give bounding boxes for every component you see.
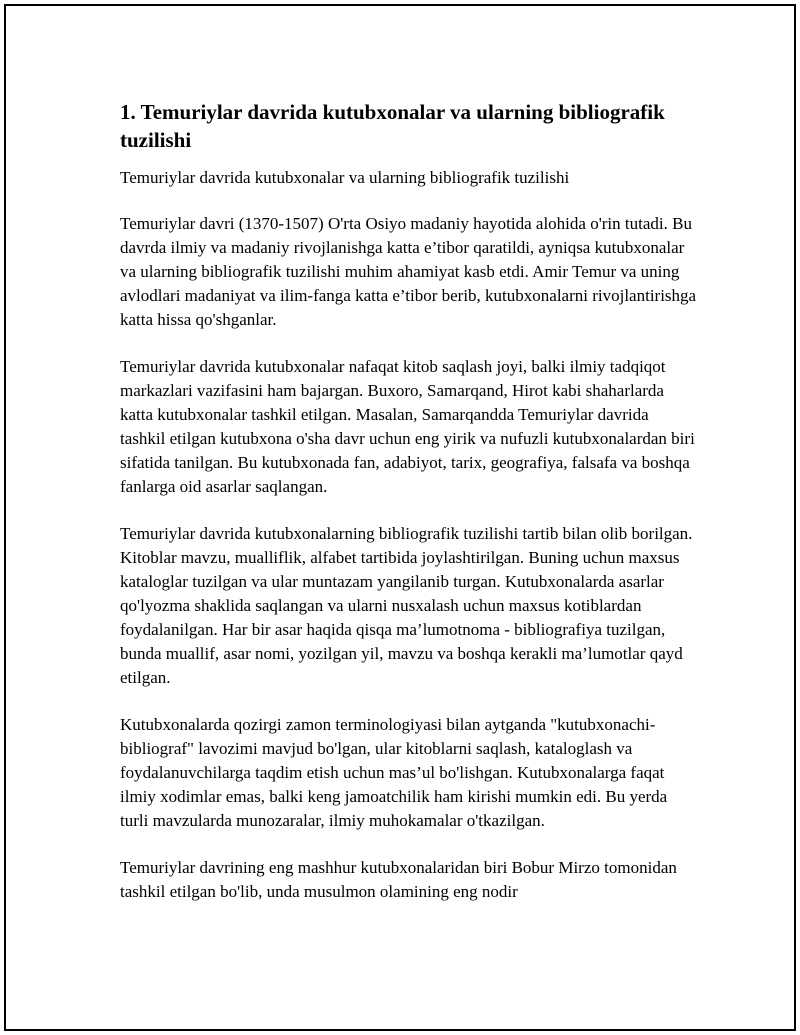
- page-frame: [4, 4, 796, 1031]
- document-body: [120, 98, 698, 927]
- paragraph-2: Temuriylar davrida kutubxonalar nafaqat kitob saqlash joyi, balki ilmiy tadqiqot markazlari vazifasini ham bajargan. Buxoro, Samarqand, Hirot kabi shaharlarda katta kutubxonalar tashkil etilgan. Masalan, Samarqandda Temuriylar davrida tashkil etilgan kutubxona o'sha davr uchun eng yirik va nufuzli kutubxonalardan biri sifatida tanilgan. Bu kutubxonada fan, adabiyot, tarix, geografiya, falsafa va boshqa fanlarga oid asarlar saqlangan.: [120, 357, 695, 496]
- paragraph-5: Temuriylar davrining eng mashhur kutubxonalaridan biri Bobur Mirzo tomonidan tashkil etilgan bo'lib, unda musulmon olamining eng nodir: [120, 858, 677, 901]
- paragraph-3: Temuriylar davrida kutubxonalarning bibliografik tuzilishi tartib bilan olib borilgan. Kitoblar mavzu, mualliflik, alfabet tartibida joylashtirilgan. Buning uchun maxsus kataloglar tuzilgan va ular muntazam yangilanib turgan. Kutubxonalarda asarlar qo'lyozma shaklida saqlangan va ularni nusxalash uchun maxsus kotiblardan foydalanilgan. Har bir asar haqida qisqa ma’lumotnoma - bibliografiya tuzilgan, bunda muallif, asar nomi, yozilgan yil, mavzu va boshqa kerakli ma’lumotlar qayd etilgan.: [120, 524, 693, 687]
- document-subtitle: Temuriylar davrida kutubxonalar va ularning bibliografik tuzilishi: [120, 168, 570, 187]
- paragraph-1: Temuriylar davri (1370-1507) O'rta Osiyo madaniy hayotida alohida o'rin tutadi. Bu davrda ilmiy va madaniy rivojlanishga katta e’tibor qaratildi, ayniqsa kutubxonalar va ularning bibliografik tuzilishi muhim ahamiyat kasb etdi. Amir Temur va uning avlodlari madaniyat va ilim-fanga katta e’tibor berib, kutubxonalarni rivojlantirishga katta hissa qo'shganlar.: [120, 214, 697, 329]
- document-heading: 1. Temuriylar davrida kutubxonalar va ularning bibliografik tuzilishi: [120, 100, 665, 152]
- paragraph-4: Kutubxonalarda qozirgi zamon terminologiyasi bilan aytganda "kutubxonachi-bibliograf" lavozimi mavjud bo'lgan, ular kitoblarni saqlash, kataloglash va foydalanuvchilarga taqdim etish uchun mas’ul bo'lishgan. Kutubxonalarga faqat ilmiy xodimlar emas, balki keng jamoatchilik ham kirishi mumkin edi. Bu yerda turli mavzularda munozaralar, ilmiy muhokamalar o'tkazilgan.: [120, 715, 668, 830]
